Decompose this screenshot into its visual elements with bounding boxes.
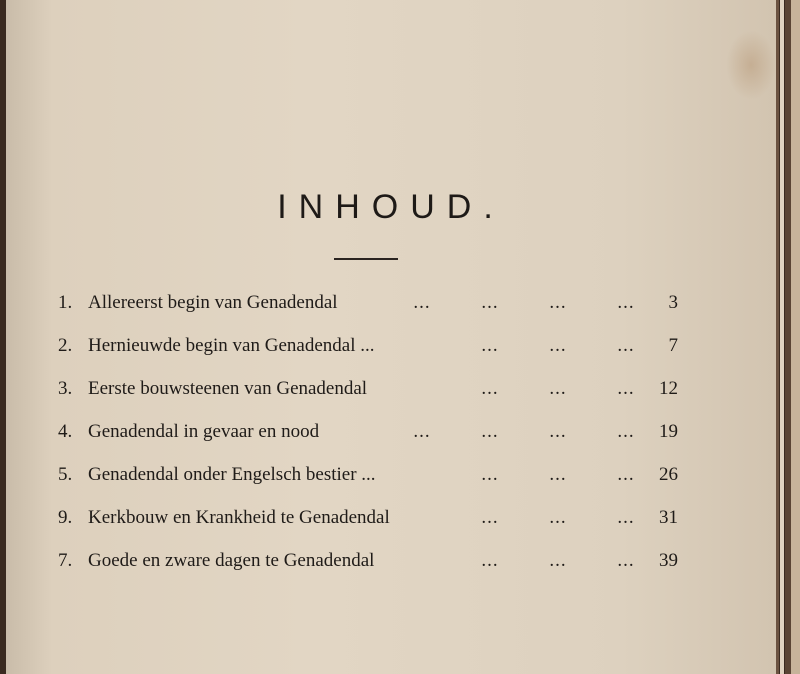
toc-entry-leader — [408, 507, 640, 529]
toc-entry-title: Genadendal onder Engelsch bestier ... — [88, 464, 376, 485]
leader-dots: ... — [413, 421, 431, 442]
leader-dots: ... — [617, 550, 635, 571]
toc-entry-title: Eerste bouwsteenen van Genadendal — [88, 378, 368, 399]
toc-entry-page: 39 — [659, 550, 678, 571]
toc-entry-number: 9. — [58, 507, 73, 528]
leader-dots: ... — [617, 335, 635, 356]
toc-entry-title: Goede en zware dagen te Genadendal — [88, 550, 375, 571]
leader-dots: ... — [481, 378, 499, 399]
toc-entry-leader — [408, 421, 640, 443]
toc-entry — [58, 550, 678, 593]
leader-dots: ... — [617, 292, 635, 313]
toc-entry-title: Hernieuwde begin van Genadendal ... — [88, 335, 375, 356]
leader-dots: ... — [549, 378, 567, 399]
leader-dots: ... — [617, 421, 635, 442]
toc-entry-title: Genadendal in gevaar en nood — [88, 421, 320, 442]
page-edge — [776, 0, 779, 674]
toc-entry — [58, 421, 678, 464]
leader-dots: ... — [549, 464, 567, 485]
page-edge — [780, 0, 784, 674]
toc-entry-page: 7 — [668, 335, 678, 356]
leader-dots: ... — [413, 292, 431, 313]
page-edge — [791, 0, 800, 674]
leader-dots: ... — [549, 421, 567, 442]
toc-entry-title: Kerkbouw en Krankheid te Genadendal — [88, 507, 390, 528]
toc-entry-leader — [408, 292, 640, 314]
toc-entry-leader — [408, 550, 640, 572]
toc-entry — [58, 335, 678, 378]
leader-dots: ... — [549, 335, 567, 356]
toc-entry — [58, 292, 678, 335]
toc-entry — [58, 378, 678, 421]
leader-dots: ... — [481, 464, 499, 485]
toc-entry-number: 7. — [58, 550, 73, 571]
toc-entry-number: 5. — [58, 464, 73, 485]
toc-entry-page: 3 — [668, 292, 678, 313]
leader-dots — [408, 507, 436, 529]
toc-entry-page: 19 — [659, 421, 678, 442]
title-rule — [334, 258, 398, 260]
leader-dots: ... — [481, 550, 499, 571]
paper-stain — [726, 30, 776, 100]
toc-entry — [58, 507, 678, 550]
toc-entry-leader — [408, 378, 640, 400]
leader-dots: ... — [481, 335, 499, 356]
leader-dots — [408, 335, 436, 357]
leader-dots — [408, 464, 436, 486]
leader-dots: ... — [617, 464, 635, 485]
toc-entry-page: 12 — [659, 378, 678, 399]
toc-entry-number: 1. — [58, 292, 73, 313]
leader-dots — [408, 550, 436, 572]
toc-entry-leader — [408, 335, 640, 357]
toc-entry — [58, 464, 678, 507]
toc-entry-page: 31 — [659, 507, 678, 528]
leader-dots: ... — [549, 550, 567, 571]
page-title: INHOUD. — [277, 188, 505, 226]
toc-entry-number: 2. — [58, 335, 73, 356]
toc-entry-leader — [408, 464, 640, 486]
toc-entry-page: 26 — [659, 464, 678, 485]
leader-dots: ... — [481, 292, 499, 313]
toc-entry-number: 3. — [58, 378, 73, 399]
leader-dots: ... — [617, 507, 635, 528]
leader-dots: ... — [481, 421, 499, 442]
leader-dots: ... — [549, 292, 567, 313]
leader-dots: ... — [481, 507, 499, 528]
toc-entry-number: 4. — [58, 421, 73, 442]
book-page — [6, 0, 776, 674]
leader-dots — [408, 378, 436, 400]
table-of-contents — [58, 292, 678, 593]
toc-entry-title: Allereerst begin van Genadendal — [88, 292, 338, 313]
leader-dots: ... — [549, 507, 567, 528]
leader-dots: ... — [617, 378, 635, 399]
